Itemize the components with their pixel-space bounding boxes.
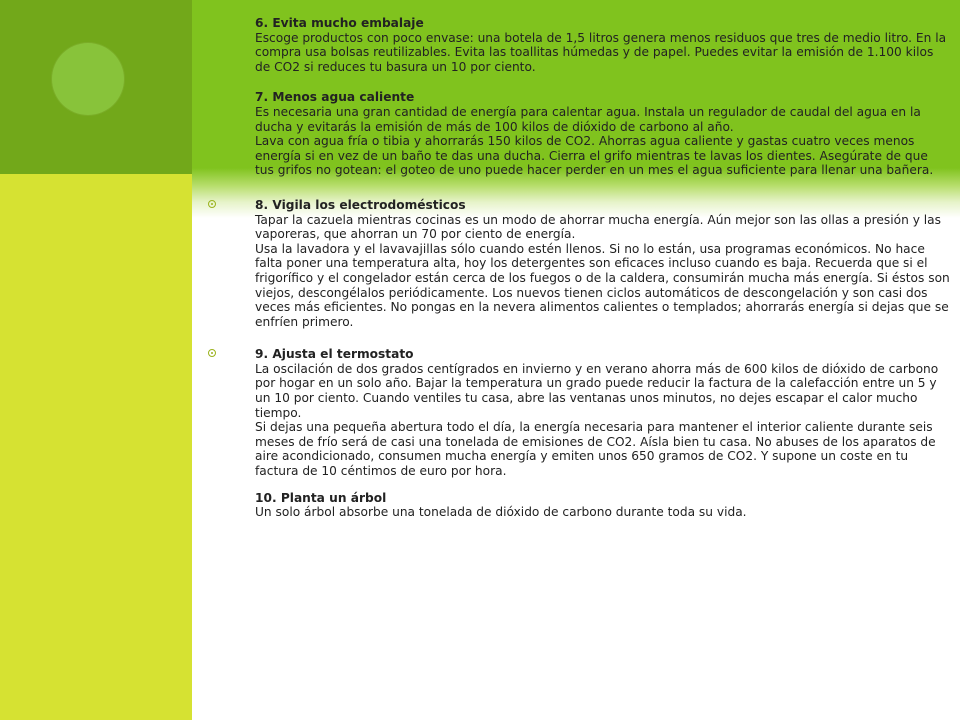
ring-bullet-icon	[208, 349, 216, 357]
tip-paragraph: Usa la lavadora y el lavavajillas sólo cuando estén llenos. Si no lo están, usa programas económicos. No hace falta poner una temperatura alta, hoy los detergentes son eficaces incluso cuando es baja. Recuerda que si el frigorífico y el congelador están cerca de los fuegos o de la caldera, consumirán mucha más energía. Si éstos son viejos, descongélalos periódicamente. Los nuevos tienen ciclos automáticos de descongelación y son casi dos veces más eficientes. No pongas en la nevera alimentos calientes o templados; ahorrarás energía si dejas que se enfríen primero.	[255, 241, 950, 329]
tip-section-10	[255, 491, 950, 520]
tip-title: 7. Menos agua caliente	[255, 90, 415, 105]
decorative-circle	[52, 43, 124, 115]
tip-paragraph: Si dejas una pequeña abertura todo el día, la energía necesaria para mantener el interior caliente durante seis meses de frío será de casi una tonelada de emisiones de CO2. Aísla bien tu casa. No abuses de los aparatos de aire acondicionado, consumen mucha energía y emiten unos 650 gramos de CO2. Y supone un coste en tu factura de 10 céntimos de euro por hora.	[255, 420, 936, 479]
tip-paragraph: Tapar la cazuela mientras cocinas es un modo de ahorrar mucha energía. Aún mejor son las ollas a presión y las vaporeras, que ahorran un 70 por ciento de energía.	[255, 212, 941, 242]
tip-paragraph: Un solo árbol absorbe una tonelada de dióxido de carbono durante toda su vida.	[255, 505, 747, 520]
ring-bullet-icon	[208, 200, 216, 208]
tip-section-7	[255, 90, 950, 178]
tip-section-6	[255, 16, 950, 74]
tip-section-9	[255, 347, 950, 478]
tip-paragraph: La oscilación de dos grados centígrados en invierno y en verano ahorra más de 600 kilos de dióxido de carbono por hogar en un solo año. Bajar la temperatura un grado puede reducir la factura de la calefacción entre un 5 y un 10 por ciento. Cuando ventiles tu casa, abre las ventanas unos minutos, no dejes escapar el calor mucho tiempo.	[255, 361, 939, 420]
tip-title: 8. Vigila los electrodomésticos	[255, 197, 466, 212]
slide-content	[255, 16, 950, 520]
tip-title: 10. Planta un árbol	[255, 490, 387, 505]
tip-paragraph: Lava con agua fría o tibia y ahorrarás 150 kilos de CO2. Ahorras agua caliente y gastas cuatro veces menos energía si en vez de un baño te das una ducha. Cierra el grifo mientras te lavas los dientes. Asegúrate de que tus grifos no gotean: el goteo de uno puede hacer perder en un mes el agua suficiente para llenar una bañera.	[255, 134, 934, 178]
tip-title: 9. Ajusta el termostato	[255, 347, 414, 362]
tip-title: 6. Evita mucho embalaje	[255, 16, 424, 30]
left-decor-band	[0, 0, 192, 720]
tip-paragraph: Es necesaria una gran cantidad de energía para calentar agua. Instala un regulador de caudal del agua en la ducha y evitarás la emisión de más de 100 kilos de dióxido de carbono al año.	[255, 104, 921, 134]
tip-section-8	[255, 198, 950, 329]
left-band-lower	[0, 174, 192, 720]
tip-paragraph: Escoge productos con poco envase: una botela de 1,5 litros genera menos residuos que tres de medio litro. En la compra usa bolsas reutilizables. Evita las toallitas húmedas y de papel. Puedes evitar la emisión de 1.100 kilos de CO2 si reduces tu basura un 10 por ciento.	[255, 30, 947, 74]
